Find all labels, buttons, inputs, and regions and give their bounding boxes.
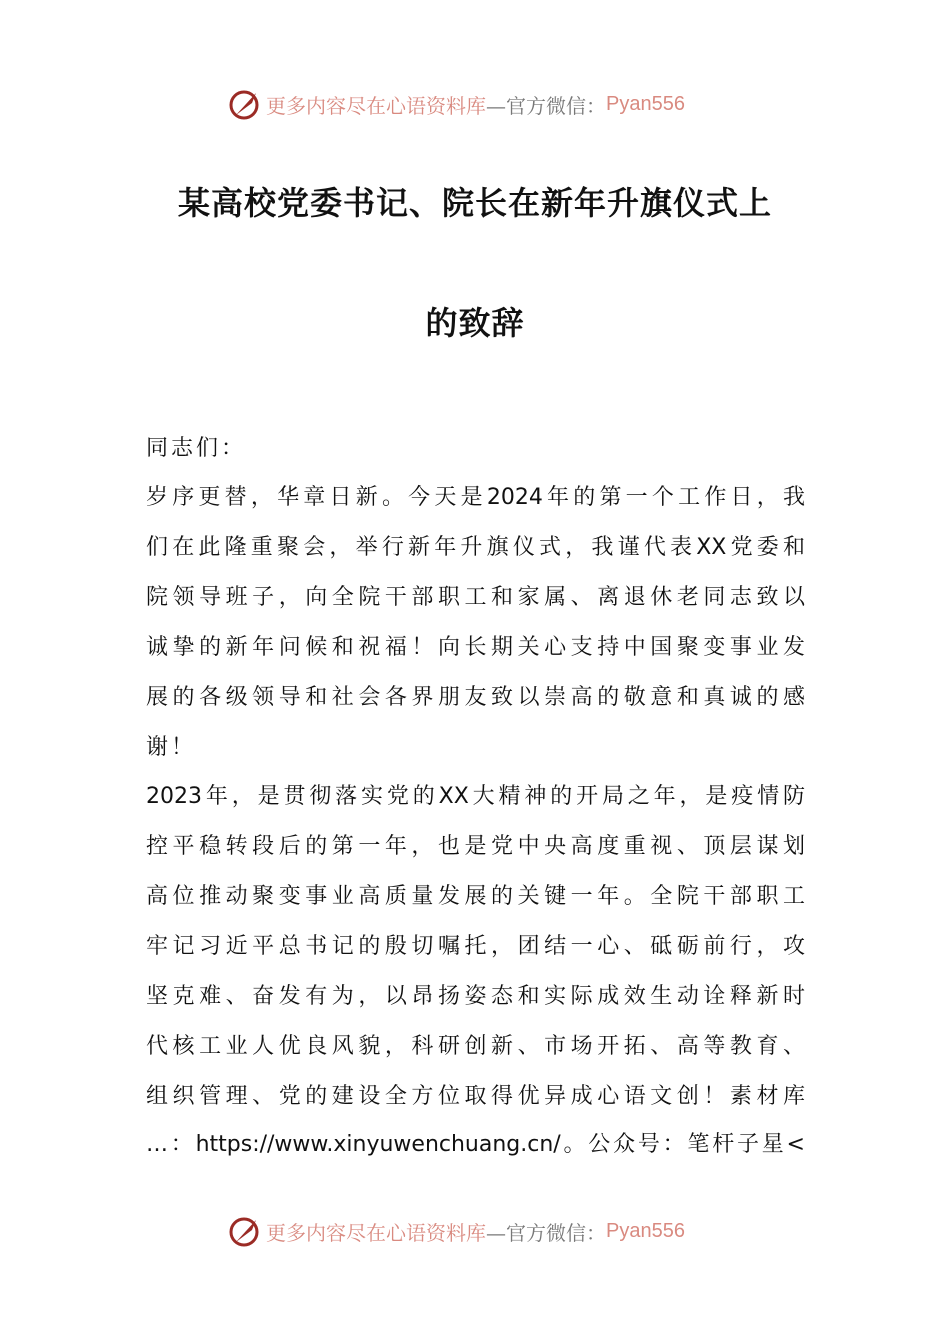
watermark-wechat-id: Pyan556 (606, 92, 685, 115)
body-line: 坚克难、奋发有为，以昂扬姿态和实际成效生动诠释新时 (146, 984, 805, 1009)
body-line: 们在此隆重聚会，举行新年升旗仪式，我谨代表XX党委和 (146, 535, 805, 560)
body-line: …：https://www.xinyuwenchuang.cn/。公众号：笔杆子星< (146, 1132, 805, 1157)
watermark-wechat-label: —官方微信： (486, 1220, 606, 1245)
watermark-wechat-label: —官方微信： (486, 93, 606, 118)
body-line: 展的各级领导和社会各界朋友致以崇高的敬意和真诚的感 (146, 685, 805, 710)
body-line: 2023年，是贯彻落实党的XX大精神的开局之年，是疫情防 (146, 784, 805, 809)
quill-logo-icon (228, 87, 262, 121)
watermark-wechat-id: Pyan556 (606, 1219, 685, 1242)
body-line: 高位推动聚变事业高质量发展的关键一年。全院干部职工 (146, 884, 805, 909)
body-line: 控平稳转段后的第一年，也是党中央高度重视、顶层谋划 (146, 834, 805, 859)
header-watermark (228, 86, 685, 122)
body-line: 组织管理、党的建设全方位取得优异成心语文创！素材库 (146, 1084, 805, 1109)
page-title-line-2: 的致辞 (425, 304, 525, 342)
body-line: 牢记习近平总书记的殷切嘱托，团结一心、砥砺前行，攻 (146, 934, 805, 959)
watermark-text: 更多内容尽在心语资料库 (266, 93, 486, 118)
body-line: 诚挚的新年问候和祝福！向长期关心支持中国聚变事业发 (146, 635, 805, 660)
body-line: 院领导班子，向全院干部职工和家属、离退休老同志致以 (146, 585, 805, 610)
body-line: 岁序更替，华章日新。今天是2024年的第一个工作日，我 (146, 485, 805, 510)
salutation: 同志们： (146, 436, 247, 461)
watermark-text: 更多内容尽在心语资料库 (266, 1220, 486, 1245)
footer-watermark (228, 1213, 685, 1249)
body-line: 代核工业人优良风貌，科研创新、市场开拓、高等教育、 (146, 1034, 805, 1059)
body-line: 谢！ (146, 735, 197, 760)
quill-logo-icon (228, 1214, 262, 1248)
page-title-line-1: 某高校党委书记、院长在新年升旗仪式上 (177, 184, 772, 222)
